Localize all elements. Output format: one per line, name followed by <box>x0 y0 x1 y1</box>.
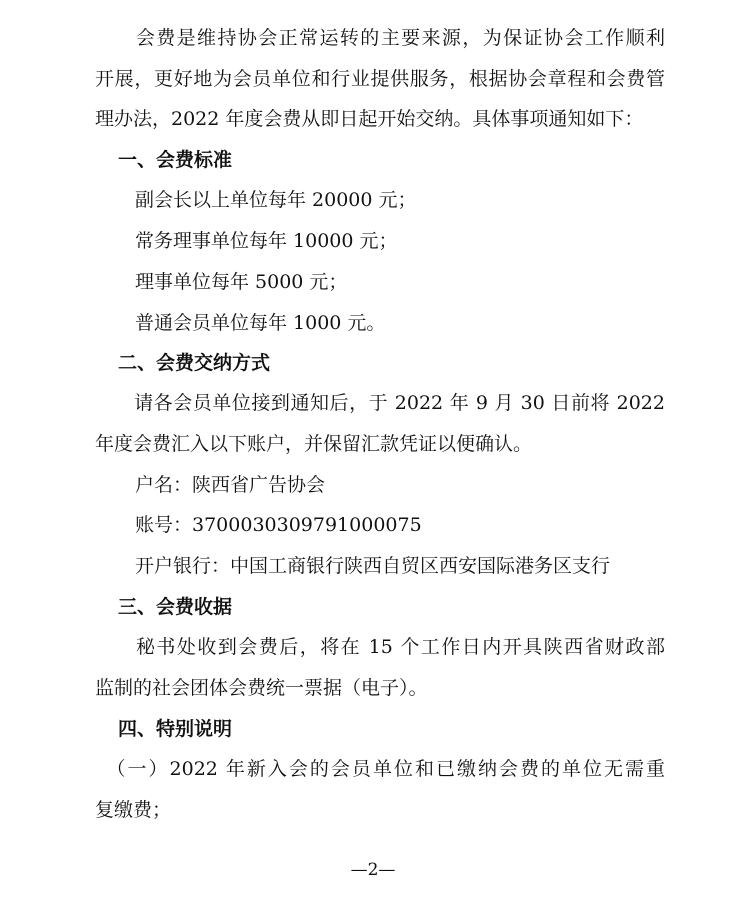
fee-item-director: 理事单位每年 5000 元； <box>135 271 348 293</box>
section-4-para-line-2: 复缴费； <box>95 799 172 821</box>
section-3-heading: 三、会费收据 <box>118 596 233 618</box>
account-name: 户名：陕西省广告协会 <box>135 474 326 496</box>
intro-line-1: 会费是维持协会正常运转的主要来源，为保证协会工作顺利 <box>95 27 665 49</box>
fee-item-executive-director: 常务理事单位每年 10000 元； <box>135 230 398 252</box>
section-2-para-line-1: 请各会员单位接到通知后，于 2022 年 9 月 30 日前将 2022 <box>95 392 665 414</box>
bank-name: 开户银行：中国工商银行陕西自贸区西安国际港务区支行 <box>135 555 611 577</box>
section-3-para-line-1: 秘书处收到会费后，将在 15 个工作日内开具陕西省财政部 <box>95 636 665 658</box>
account-number: 账号：3700030309791000075 <box>135 514 422 536</box>
fee-item-ordinary-member: 普通会员单位每年 1000 元。 <box>135 312 386 334</box>
fee-item-vice-president: 副会长以上单位每年 20000 元； <box>135 189 417 211</box>
section-3-para-line-2: 监制的社会团体会费统一票据（电子）。 <box>95 677 428 699</box>
section-2-para-line-2: 年度会费汇入以下账户，并保留汇款凭证以便确认。 <box>95 433 533 455</box>
intro-line-3: 理办法，2022 年度会费从即日起开始交纳。具体事项通知如下： <box>95 108 644 130</box>
section-2-heading: 二、会费交纳方式 <box>118 352 271 374</box>
page-number: —2— <box>350 860 396 880</box>
intro-line-2: 开展，更好地为会员单位和行业提供服务，根据协会章程和会费管 <box>95 68 665 90</box>
section-1-heading: 一、会费标准 <box>118 149 233 171</box>
section-4-para-line-1: （一）2022 年新入会的会员单位和已缴纳会费的单位无需重 <box>95 758 665 780</box>
section-4-heading: 四、特别说明 <box>118 718 233 740</box>
